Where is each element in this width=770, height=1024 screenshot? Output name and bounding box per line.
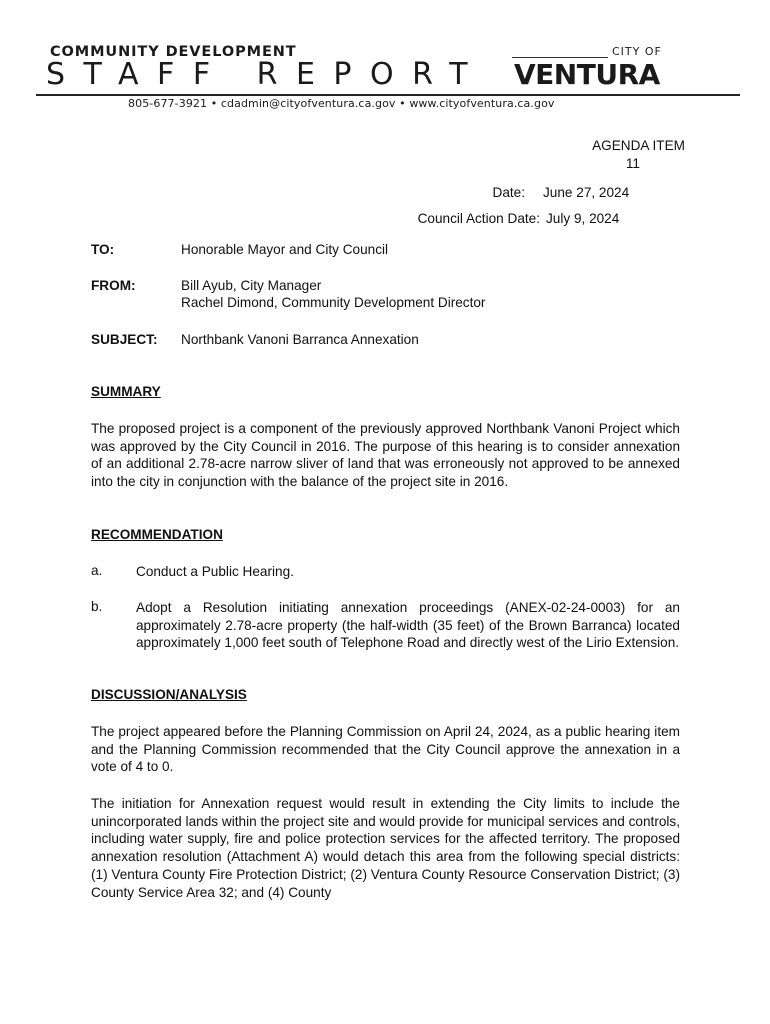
summary-heading: SUMMARY	[91, 384, 161, 399]
letterhead-divider	[36, 94, 740, 96]
city-of-label: CITY OF	[612, 45, 662, 58]
to-value: Honorable Mayor and City Council	[181, 242, 389, 257]
recommendation-heading: RECOMMENDATION	[91, 527, 223, 542]
subject-label: SUBJECT:	[91, 332, 158, 347]
from-label: FROM:	[91, 278, 136, 293]
recommendation-item-a: Conduct a Public Hearing.	[136, 564, 294, 579]
contact-line: 805-677-3921 • cdadmin@cityofventura.ca.gov • www.cityofventura.ca.gov	[128, 97, 555, 110]
from-line-1: Bill Ayub, City Manager	[181, 278, 322, 293]
department-title: COMMUNITY DEVELOPMENT	[50, 44, 297, 60]
recommendation-marker-a: a.	[91, 563, 103, 578]
to-label: TO:	[91, 242, 115, 257]
recommendation-marker-b: b.	[91, 599, 103, 614]
recommendation-item-b: Adopt a Resolution initiating annexation proceedings (ANEX-02-24-0003) for an approximately 2.78-acre property (the half-width (35 feet) of the Brown Barranca) located approximately 1,000 feet south of Telephone Road and directly west of the Lirio Extension.	[136, 600, 680, 651]
discussion-heading: DISCUSSION/ANALYSIS	[91, 687, 247, 702]
city-logo-wordmark: VENTURA	[514, 58, 660, 91]
agenda-item-label: AGENDA ITEM	[592, 138, 685, 153]
council-action-date-label: Council Action Date:	[417, 211, 540, 226]
date-label: Date:	[492, 185, 525, 200]
agenda-item-number: 11	[625, 156, 640, 171]
letterhead	[0, 0, 770, 120]
date-value: June 27, 2024	[543, 185, 630, 200]
discussion-paragraph-1: The project appeared before the Planning Commission on April 24, 2024, as a public hearing item and the Planning Commission recommended that the City Council approve the annexation in a vote of 4 to 0.	[91, 724, 680, 775]
council-action-date-value: July 9, 2024	[546, 211, 620, 226]
summary-paragraph: The proposed project is a component of the previously approved Northbank Vanoni Project which was approved by the City Council in 2016. The purpose of this hearing is to consider annexation of an additional 2.78-acre narrow sliver of land that was erroneously not approved to be annexed into the city in conjunction with the balance of the project site in 2016.	[91, 421, 680, 490]
from-line-2: Rachel Dimond, Community Development Director	[181, 295, 486, 310]
report-type-title: STAFF REPORT	[46, 57, 487, 92]
subject-value: Northbank Vanoni Barranca Annexation	[181, 332, 419, 347]
discussion-paragraph-2: The initiation for Annexation request would result in extending the City limits to include the unincorporated lands within the project site and would provide for municipal services and controls, including water supply, fire and police protection services for the affected territory. The proposed annexation resolution (Attachment A) would detach this area from the following special districts: (1) Ventura County Fire Protection District; (2) Ventura County Resource Conservation District; (3) County Service Area 32; and (4) County	[91, 796, 680, 900]
